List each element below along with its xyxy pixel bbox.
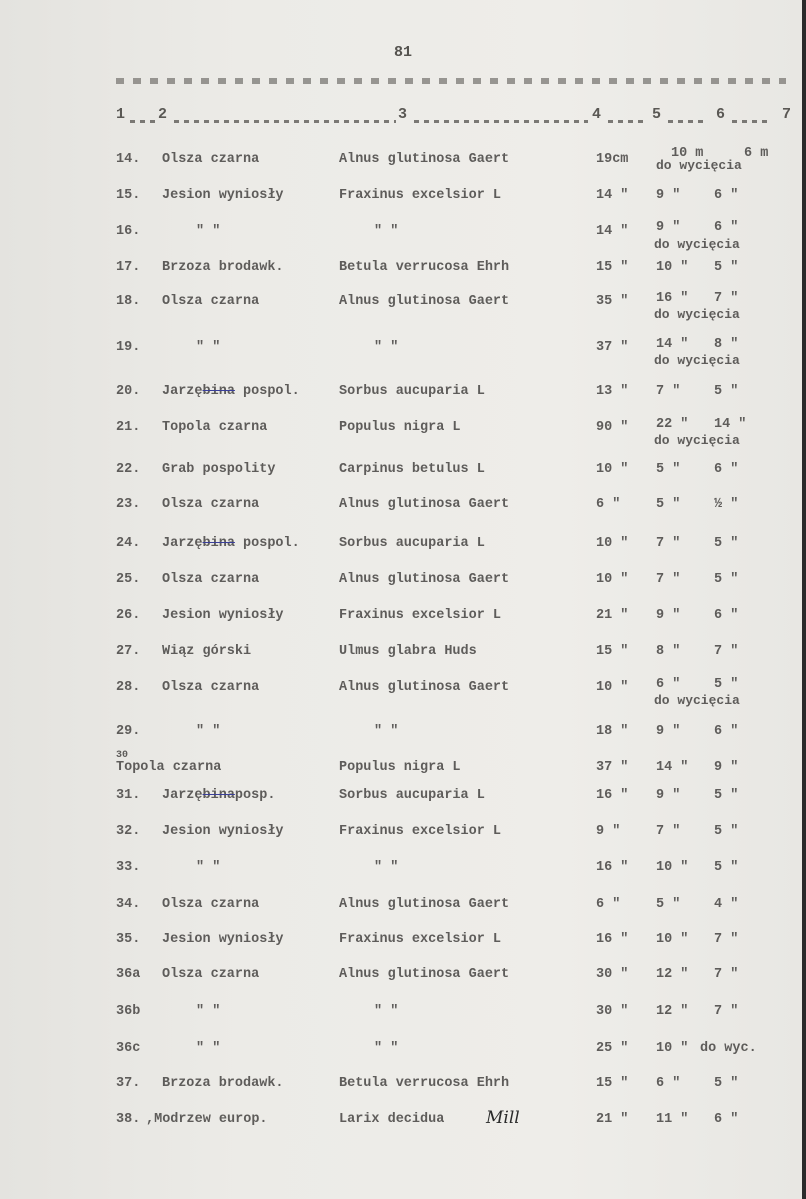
table-row	[116, 337, 796, 368]
row-number: 29.	[116, 724, 141, 739]
crown: 6 "	[714, 188, 739, 203]
diameter: 10 "	[596, 536, 629, 551]
diameter: 14 "	[596, 224, 629, 239]
crown: 6 "	[714, 724, 739, 739]
crown: 7 "	[714, 967, 739, 982]
polish-name: Olsza czarna	[162, 680, 260, 695]
column-number: 1	[116, 106, 126, 123]
row-number: 24.	[116, 536, 141, 551]
row-number: 36a	[116, 967, 141, 982]
table-row	[116, 572, 796, 596]
crown: 5 "	[714, 1076, 739, 1091]
height: 14 "	[656, 760, 689, 775]
dash-leader	[174, 120, 396, 123]
latin-name: Fraxinus excelsior L	[339, 824, 502, 839]
crown: 6 "	[714, 462, 739, 477]
struck-text: bina	[202, 788, 235, 803]
dash-leader	[130, 120, 156, 123]
height: 16 "	[656, 291, 689, 306]
crown: 5 "	[714, 572, 739, 587]
crown: 7 "	[714, 932, 739, 947]
polish-name: Olsza czarna	[162, 152, 260, 167]
polish-name: Jesion wyniosły	[162, 824, 284, 839]
polish-name: Jesion wyniosły	[162, 188, 284, 203]
diameter: 16 "	[596, 860, 629, 875]
row-number: 32.	[116, 824, 141, 839]
latin-name: " "	[374, 340, 399, 355]
remark: do wycięcia	[654, 237, 740, 252]
crown: 7 "	[714, 1004, 739, 1019]
diameter: 37 "	[596, 340, 629, 355]
polish-name: " "	[196, 340, 221, 355]
latin-name: Populus nigra L	[339, 760, 461, 775]
latin-name: Carpinus betulus L	[339, 462, 485, 477]
height: 7 "	[656, 824, 681, 839]
height: 9 "	[656, 608, 681, 623]
row-number: 22.	[116, 462, 141, 477]
height: 5 "	[656, 497, 681, 512]
row-number: 15.	[116, 188, 141, 203]
height: 9 "	[656, 188, 681, 203]
height: 6 "	[656, 677, 681, 692]
row-number: 20.	[116, 384, 141, 399]
row-number: 33.	[116, 860, 141, 875]
polish-name: " "	[196, 1004, 221, 1019]
diameter: 9 "	[596, 824, 621, 839]
latin-name: " "	[374, 860, 399, 875]
diameter: 25 "	[596, 1041, 629, 1056]
polish-name: ,Modrzew europ.	[146, 1112, 268, 1127]
polish-name: Jarzębinaposp.	[162, 788, 276, 803]
handwritten-annotation: Mill	[486, 1108, 520, 1128]
row-number: 30	[116, 750, 129, 761]
latin-name: Betula verrucosa Ehrh	[339, 1076, 510, 1091]
row-number: 34.	[116, 897, 141, 912]
height: 7 "	[656, 384, 681, 399]
height: 12 "	[656, 1004, 689, 1019]
crown: 5 "	[714, 788, 739, 803]
diameter: 37 "	[596, 760, 629, 775]
height: 5 "	[656, 462, 681, 477]
row-number: 16.	[116, 224, 141, 239]
height: 8 "	[656, 644, 681, 659]
height: 9 "	[656, 220, 681, 235]
table-row	[116, 750, 796, 784]
table-row	[116, 260, 796, 284]
diameter: 16 "	[596, 932, 629, 947]
polish-name: Olsza czarna	[162, 497, 260, 512]
crown: 7 "	[714, 291, 739, 306]
diameter: 15 "	[596, 260, 629, 275]
crown: 6 "	[714, 608, 739, 623]
table-row	[116, 291, 796, 322]
latin-name: Betula verrucosa Ehrh	[339, 260, 510, 275]
polish-name: " "	[196, 724, 221, 739]
height: 14 "	[656, 337, 689, 352]
polish-name: Brzoza brodawk.	[162, 1076, 284, 1091]
height: 10 "	[656, 260, 689, 275]
row-number: 19.	[116, 340, 141, 355]
height: 10 "	[656, 932, 689, 947]
remark: do wycięcia	[654, 693, 740, 708]
polish-name: Olsza czarna	[162, 967, 260, 982]
column-number: 7	[782, 106, 792, 123]
height: 5 "	[656, 897, 681, 912]
dashed-rule	[116, 78, 786, 84]
crown: 5 "	[714, 384, 739, 399]
row-number: 37.	[116, 1076, 141, 1091]
latin-name: Alnus glutinosa Gaert	[339, 572, 510, 587]
crown: do wyc.	[700, 1041, 757, 1056]
latin-name: " "	[374, 1041, 399, 1056]
remark: do wycięcia	[656, 158, 742, 173]
latin-name: Sorbus aucuparia L	[339, 536, 485, 551]
diameter: 35 "	[596, 294, 629, 309]
remark: do wycięcia	[654, 433, 740, 448]
polish-name: Olsza czarna	[162, 897, 260, 912]
row-number: 26.	[116, 608, 141, 623]
dash-leader	[608, 120, 648, 123]
height: 7 "	[656, 536, 681, 551]
table-row	[116, 677, 796, 708]
diameter: 30 "	[596, 967, 629, 982]
diameter: 90 "	[596, 420, 629, 435]
crown: 5 "	[714, 860, 739, 875]
table-row	[116, 932, 796, 956]
crown: 7 "	[714, 644, 739, 659]
table-row	[116, 967, 796, 991]
dash-leader	[732, 120, 768, 123]
polish-name: " "	[196, 860, 221, 875]
latin-name: " "	[374, 724, 399, 739]
column-number: 6	[716, 106, 726, 123]
diameter: 10 "	[596, 680, 629, 695]
table-row	[116, 497, 796, 521]
crown: 6 m	[744, 146, 769, 161]
row-number: 31.	[116, 788, 141, 803]
struck-text: bina	[202, 384, 235, 399]
crown: 9 "	[714, 760, 739, 775]
crown: 14 "	[714, 417, 747, 432]
crown: 5 "	[714, 536, 739, 551]
polish-name: Olsza czarna	[162, 572, 260, 587]
table-row	[116, 536, 796, 560]
table-row	[116, 1108, 796, 1136]
polish-name: Grab pospolity	[162, 462, 276, 477]
diameter: 19cm	[596, 152, 629, 167]
dash-leader	[414, 120, 588, 123]
table-row	[116, 860, 796, 884]
diameter: 15 "	[596, 644, 629, 659]
table-row	[116, 1004, 796, 1028]
column-number-header	[116, 106, 796, 126]
crown: 5 "	[714, 824, 739, 839]
crown: 8 "	[714, 337, 739, 352]
row-number: 21.	[116, 420, 141, 435]
remark: do wycięcia	[654, 307, 740, 322]
row-number: 28.	[116, 680, 141, 695]
height: 10 "	[656, 1041, 689, 1056]
scan-edge	[802, 0, 806, 1199]
diameter: 10 "	[596, 462, 629, 477]
polish-name: Jesion wyniosły	[162, 608, 284, 623]
height: 10 m	[671, 146, 704, 161]
crown: 4 "	[714, 897, 739, 912]
diameter: 6 "	[596, 497, 621, 512]
polish-name: Topola czarna	[116, 760, 222, 775]
row-number: 23.	[116, 497, 141, 512]
diameter: 6 "	[596, 897, 621, 912]
remark: do wycięcia	[654, 353, 740, 368]
polish-name: " "	[196, 224, 221, 239]
table-row	[116, 788, 796, 812]
latin-name: Fraxinus excelsior L	[339, 188, 502, 203]
row-number: 27.	[116, 644, 141, 659]
column-number: 3	[398, 106, 408, 123]
polish-name: Brzoza brodawk.	[162, 260, 284, 275]
latin-name: Fraxinus excelsior L	[339, 608, 502, 623]
height: 6 "	[656, 1076, 681, 1091]
table-row	[116, 608, 796, 632]
table-row	[116, 188, 796, 212]
latin-name: Ulmus glabra Huds	[339, 644, 477, 659]
latin-name: Populus nigra L	[339, 420, 461, 435]
table-row	[116, 384, 796, 408]
crown: ½ "	[714, 497, 739, 512]
row-number: 18.	[116, 294, 141, 309]
row-number: 25.	[116, 572, 141, 587]
diameter: 21 "	[596, 608, 629, 623]
diameter: 13 "	[596, 384, 629, 399]
diameter: 15 "	[596, 1076, 629, 1091]
diameter: 16 "	[596, 788, 629, 803]
table-row	[116, 146, 796, 176]
diameter: 10 "	[596, 572, 629, 587]
diameter: 18 "	[596, 724, 629, 739]
latin-name: Alnus glutinosa Gaert	[339, 497, 510, 512]
polish-name: Topola czarna	[162, 420, 268, 435]
height: 9 "	[656, 788, 681, 803]
dash-leader	[668, 120, 708, 123]
row-number: 36b	[116, 1004, 141, 1019]
crown: 5 "	[714, 677, 739, 692]
height: 22 "	[656, 417, 689, 432]
table-row	[116, 644, 796, 668]
page-number: 81	[393, 44, 412, 61]
table-row	[116, 1076, 796, 1100]
latin-name: Alnus glutinosa Gaert	[339, 294, 510, 309]
row-number: 14.	[116, 152, 141, 167]
crown: 5 "	[714, 260, 739, 275]
height: 12 "	[656, 967, 689, 982]
table-row	[116, 724, 796, 748]
latin-name: Larix decidua	[339, 1112, 445, 1127]
height: 7 "	[656, 572, 681, 587]
diameter: 30 "	[596, 1004, 629, 1019]
struck-text: bina	[202, 536, 235, 551]
diameter: 14 "	[596, 188, 629, 203]
column-number: 4	[592, 106, 602, 123]
latin-name: Fraxinus excelsior L	[339, 932, 502, 947]
crown: 6 "	[714, 1112, 739, 1127]
row-number: 17.	[116, 260, 141, 275]
column-number: 2	[158, 106, 168, 123]
table-row	[116, 1041, 796, 1065]
latin-name: Sorbus aucuparia L	[339, 384, 485, 399]
height: 9 "	[656, 724, 681, 739]
row-number: 38.	[116, 1112, 141, 1127]
diameter: 21 "	[596, 1112, 629, 1127]
polish-name: Jarzębina pospol.	[162, 384, 300, 399]
column-number: 5	[652, 106, 662, 123]
polish-name: Wiąz górski	[162, 644, 252, 659]
table-row	[116, 220, 796, 252]
crown: 6 "	[714, 220, 739, 235]
polish-name: Jesion wyniosły	[162, 932, 284, 947]
row-number: 36c	[116, 1041, 141, 1056]
latin-name: Sorbus aucuparia L	[339, 788, 485, 803]
polish-name: Jarzębina pospol.	[162, 536, 300, 551]
table-row	[116, 417, 796, 448]
latin-name: Alnus glutinosa Gaert	[339, 680, 510, 695]
table-row	[116, 897, 796, 921]
table-row	[116, 462, 796, 486]
latin-name: " "	[374, 224, 399, 239]
latin-name: Alnus glutinosa Gaert	[339, 897, 510, 912]
polish-name: " "	[196, 1041, 221, 1056]
latin-name: " "	[374, 1004, 399, 1019]
table-row	[116, 824, 796, 848]
latin-name: Alnus glutinosa Gaert	[339, 152, 510, 167]
polish-name: Olsza czarna	[162, 294, 260, 309]
height: 11 "	[656, 1112, 689, 1127]
row-number: 35.	[116, 932, 141, 947]
latin-name: Alnus glutinosa Gaert	[339, 967, 510, 982]
height: 10 "	[656, 860, 689, 875]
